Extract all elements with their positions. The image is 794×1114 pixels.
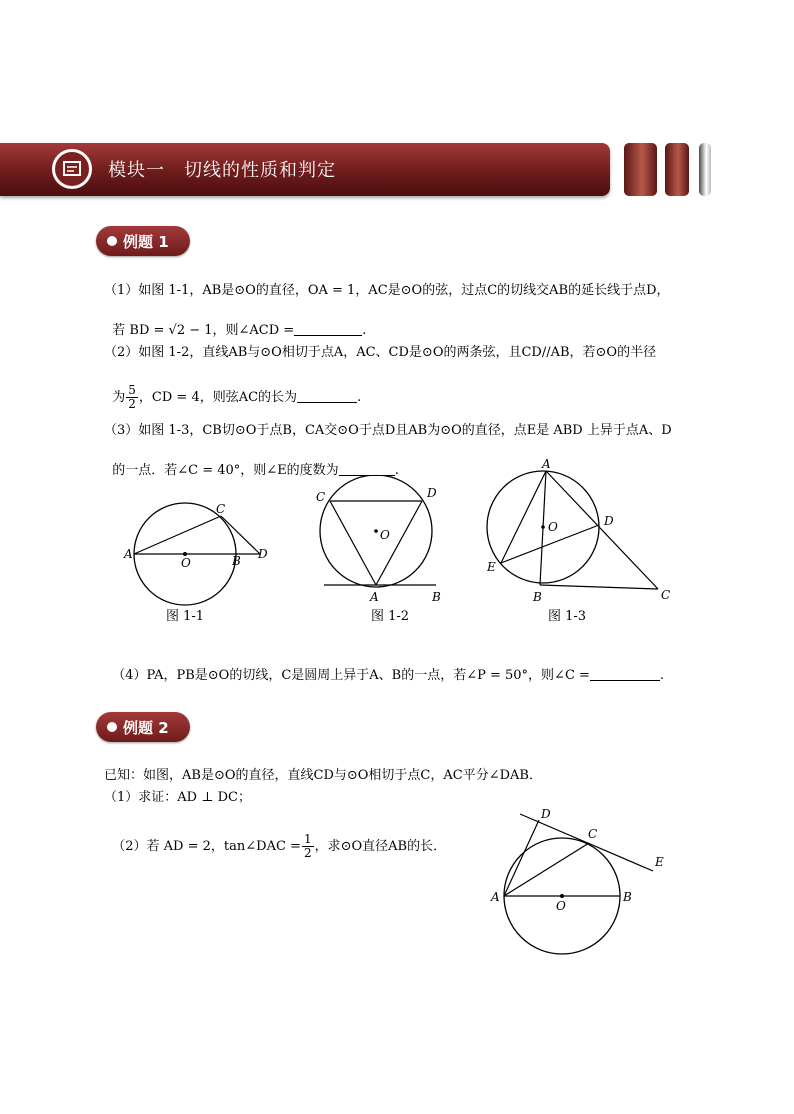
ex2-label-A: A (491, 890, 500, 904)
q2-frac-den: 2 (128, 397, 136, 411)
figure-example2 (485, 800, 685, 960)
module-title: 模块一 切线的性质和判定 (108, 160, 336, 181)
badge-dot (107, 722, 117, 732)
q3-answer-blank[interactable] (339, 461, 395, 476)
banner-deco-3 (699, 143, 711, 196)
fig3-label-D: D (604, 514, 614, 528)
figure-1-2 (310, 475, 460, 605)
q4-line-post: . (659, 668, 665, 683)
ex2-label-E: E (655, 855, 664, 869)
ex2-label-B: B (623, 890, 632, 904)
module-banner (0, 143, 610, 196)
q1-line2-pre: 若 BD = √2 − 1，则∠ACD = (112, 323, 295, 338)
fig3-label-C: C (661, 588, 671, 602)
banner-deco-1 (624, 143, 657, 196)
q2-line2-pre: 为 (112, 390, 126, 405)
q3-line2-post: . (394, 463, 399, 478)
fig2-label-B: B (432, 590, 441, 604)
fig3-caption: 图 1-3 (548, 609, 587, 624)
fig1-label-C: C (216, 502, 226, 516)
fig1-label-D: D (258, 547, 268, 561)
fig2-caption: 图 1-2 (371, 609, 410, 624)
q2-line2-mid: ，CD = 4，则弦AC的长为 (138, 390, 298, 405)
q2-answer-blank[interactable] (297, 388, 357, 403)
q2-line1: （2）如图 1-2，直线AB与⊙O相切于点A，AC、CD是⊙O的两条弦，且CD//AB，若⊙O的半径 (104, 345, 657, 360)
q4-line (104, 648, 664, 685)
q2-frac-num: 5 (128, 383, 136, 397)
ex2-intro: 已知：如图，AB是⊙O的直径，直线CD与⊙O相切于点C，AC平分∠DAB． (104, 768, 542, 783)
example1-label: 例题 1 (123, 233, 169, 251)
ex2-part2 (104, 815, 446, 860)
fig2-label-A: A (370, 590, 379, 604)
q1-line2-post: . (362, 323, 367, 338)
q1-line1: （1）如图 1-1，AB是⊙O的直径，OA = 1，AC是⊙O的弦，过点C的切线交AB的延长线于点D， (104, 283, 670, 298)
badge-dot (107, 236, 117, 246)
example1-badge (96, 226, 190, 256)
ex2-frac-num: 1 (303, 832, 312, 846)
figure-1-1 (120, 495, 280, 610)
fig3-label-E: E (487, 560, 496, 574)
ex2-fraction (302, 833, 314, 860)
q3-line1: （3）如图 1-3，CB切⊙O于点B，CA交⊙O于点D且AB为⊙O的直径，点E是 ABD 上异于点A、D (104, 423, 672, 438)
q3-line2-pre: 的一点．若∠C = 40°，则∠E的度数为 (112, 463, 339, 478)
fig1-caption: 图 1-1 (166, 609, 205, 624)
ex2-label-C: C (588, 827, 598, 841)
q1-line2 (104, 303, 366, 340)
fig2-label-C: C (316, 490, 326, 504)
ex2-label-O: O (556, 899, 566, 913)
fig1-label-O: O (181, 556, 191, 570)
fig2-label-D: D (427, 486, 437, 500)
module-icon (52, 149, 92, 189)
fig3-label-O: O (548, 520, 558, 534)
ex2-part2-pre: （2）若 AD = 2，tan∠DAC = (112, 839, 301, 854)
fig1-label-B: B (232, 554, 241, 568)
fig1-label-A: A (124, 547, 133, 561)
fig3-label-A: A (542, 457, 551, 471)
q1-answer-blank[interactable] (294, 321, 362, 336)
fig2-label-O: O (380, 528, 390, 542)
ex2-part2-post: ，求⊙O直径AB的长． (314, 839, 447, 854)
example2-label: 例题 2 (123, 719, 169, 737)
ex2-part1: （1）求证：AD ⊥ DC； (104, 790, 251, 805)
q2-line2-post: . (357, 390, 362, 405)
q2-line2 (104, 366, 361, 411)
fig3-label-B: B (533, 590, 542, 604)
ex2-frac-den: 2 (303, 846, 312, 860)
q2-fraction (126, 384, 138, 411)
q4-line-pre: （4）PA，PB是⊙O的切线，C是圆周上异于A、B的一点，若∠P = 50°，则∠C = (112, 668, 590, 683)
figure-1-3 (480, 455, 680, 605)
q4-answer-blank[interactable] (590, 666, 660, 681)
example2-badge (96, 712, 190, 742)
banner-deco-2 (665, 143, 689, 196)
ex2-label-D: D (541, 807, 551, 821)
